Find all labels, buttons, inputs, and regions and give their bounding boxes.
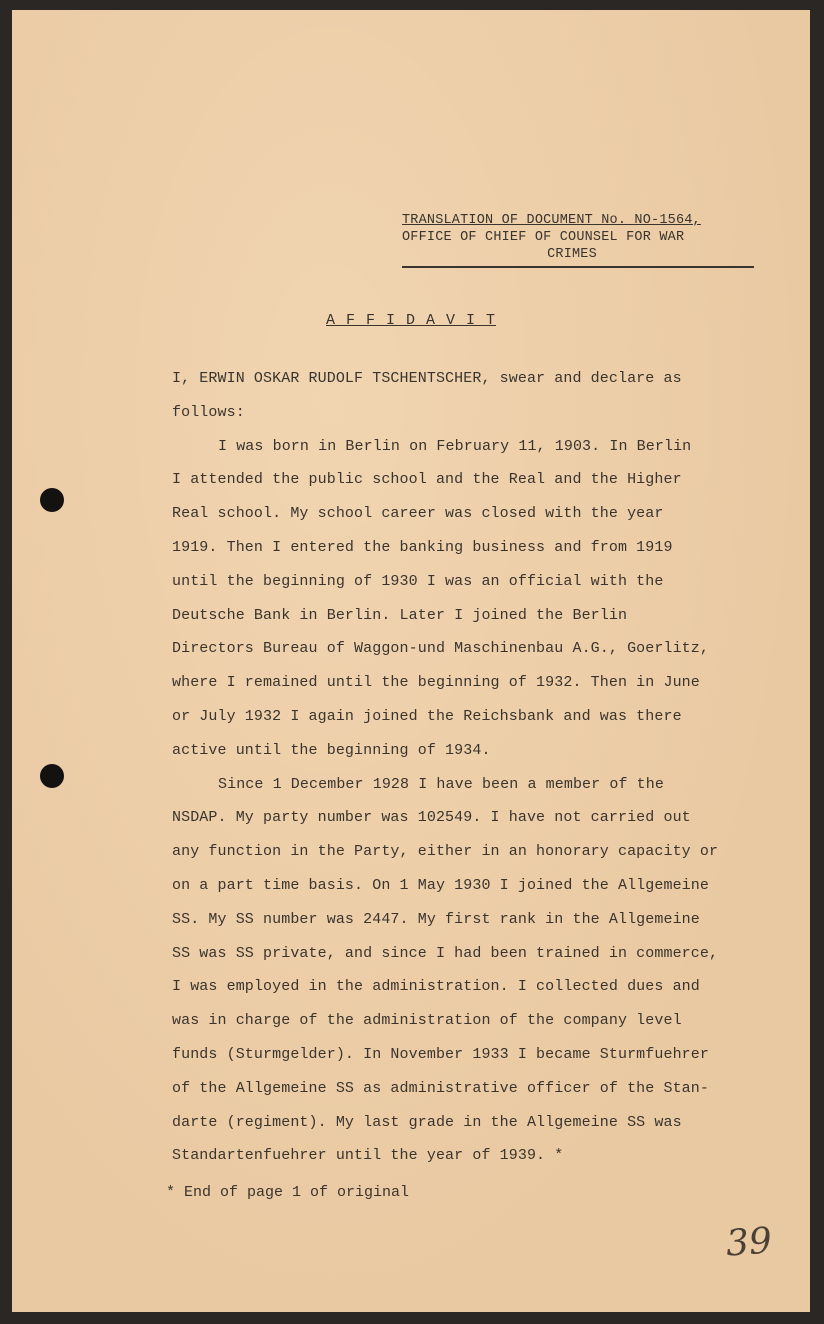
text-line: I, ERWIN OSKAR RUDOLF TSCHENTSCHER, swear and declare as <box>172 370 682 387</box>
text-line: SS was SS private, and since I had been trained in commerce, <box>172 944 719 962</box>
punch-hole <box>40 764 64 788</box>
text-line: I was born in Berlin on February 11, 1903. In Berlin <box>218 437 692 455</box>
text-line: I attended the public school and the Real and the Higher <box>172 471 682 489</box>
text-line: Directors Bureau of Waggon-und Maschinenbau A.G., Goerlitz, <box>172 640 709 658</box>
document-title: A F F I D A V I T <box>325 312 497 329</box>
text-line: until the beginning of 1930 I was an official with the <box>172 572 664 590</box>
text-line: was in charge of the administration of the company level <box>172 1012 682 1030</box>
text-line: or July 1932 I again joined the Reichsbank and was there <box>172 707 682 725</box>
handwritten-page-number: 39 <box>724 1220 774 1265</box>
text-line: Standartenfuehrer until the year of 1939. * <box>172 1147 564 1165</box>
text-line: Since 1 December 1928 I have been a member of the <box>218 775 664 793</box>
text-line: 1919. Then I entered the banking business and from 1919 <box>172 538 673 556</box>
text-line: of the Allgemeine SS as administrative officer of the Stan- <box>172 1079 709 1097</box>
text-line: active until the beginning of 1934. <box>172 741 491 759</box>
header-line: OFFICE OF CHIEF OF COUNSEL FOR WAR <box>402 230 685 245</box>
header-rule <box>402 266 754 268</box>
text-line: on a part time basis. On 1 May 1930 I joined the Allgemeine <box>172 876 709 894</box>
text-line: funds (Sturmgelder). In November 1933 I became Sturmfuehrer <box>172 1045 709 1063</box>
document-page <box>12 10 810 1312</box>
header-line: CRIMES <box>547 247 597 262</box>
paragraph <box>172 362 772 430</box>
text-line: where I remained until the beginning of 1932. Then in June <box>172 674 700 692</box>
header-line: TRANSLATION OF DOCUMENT No. NO-1564, <box>402 213 701 228</box>
text-line: I was employed in the administration. I collected dues and <box>172 978 700 996</box>
paragraph <box>172 768 772 1174</box>
paragraph <box>172 430 772 768</box>
text-line: any function in the Party, either in an honorary capacity or <box>172 843 719 861</box>
affidavit-body <box>172 362 772 1173</box>
text-line: NSDAP. My party number was 102549. I have not carried out <box>172 809 691 827</box>
footnote: * End of page 1 of original <box>166 1184 410 1201</box>
text-line: follows: <box>172 403 245 421</box>
text-line: darte (regiment). My last grade in the Allgemeine SS was <box>172 1113 682 1131</box>
text-line: SS. My SS number was 2447. My first rank in the Allgemeine <box>172 910 700 928</box>
text-line: Deutsche Bank in Berlin. Later I joined the Berlin <box>172 606 628 624</box>
document-header <box>402 212 754 268</box>
punch-hole <box>40 488 64 512</box>
text-line: Real school. My school career was closed with the year <box>172 505 664 523</box>
